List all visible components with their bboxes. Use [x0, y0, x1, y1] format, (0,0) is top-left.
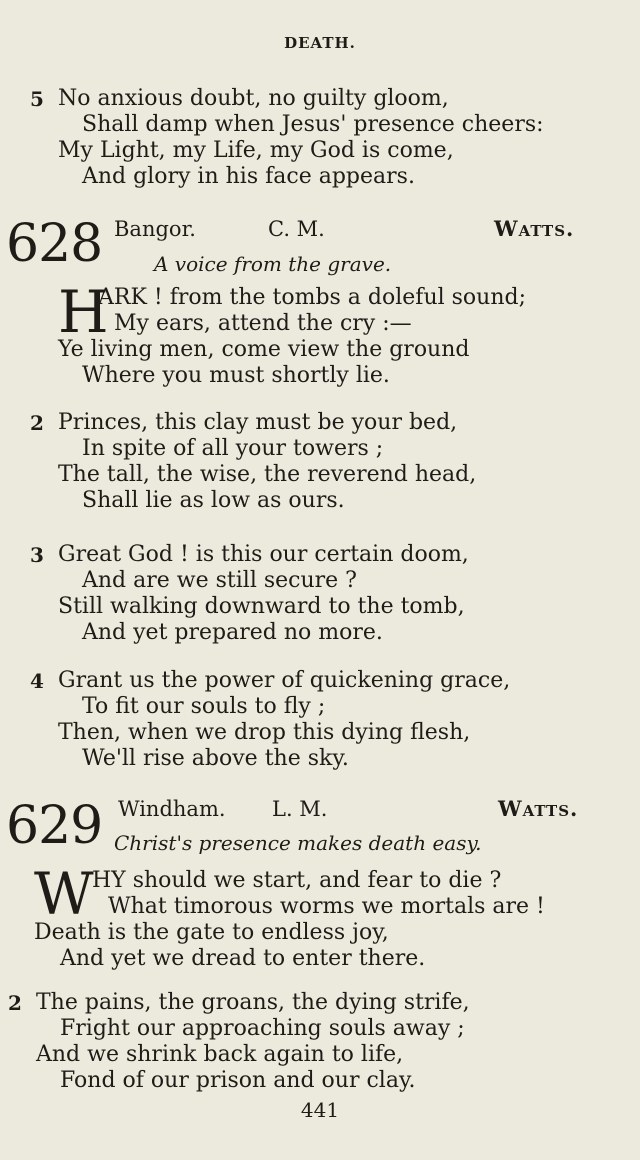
- hymn-subtitle: A voice from the grave.: [154, 252, 392, 276]
- meter: C. M.: [268, 217, 325, 241]
- stanza-number: 2: [8, 991, 22, 1015]
- verse-line: The tall, the wise, the reverend head,: [58, 462, 477, 487]
- hymn-number: 629: [6, 796, 103, 856]
- meter: L. M.: [272, 797, 328, 821]
- verse-line: And we shrink back again to life,: [36, 1042, 404, 1067]
- verse-line: To fit our souls to fly ;: [82, 694, 326, 719]
- verse-line: My ears, attend the cry :—: [114, 311, 412, 336]
- verse-line: Fright our approaching souls away ;: [60, 1016, 465, 1041]
- verse-line: And glory in his face appears.: [82, 164, 415, 189]
- verse-line: The pains, the groans, the dying strife,: [36, 990, 470, 1015]
- verse-line: Death is the gate to endless joy,: [34, 920, 389, 945]
- tune-name: Bangor.: [114, 217, 196, 241]
- verse-line: Where you must shortly lie.: [82, 363, 390, 388]
- stanza-number: 3: [30, 543, 44, 567]
- verse-line: Shall lie as low as ours.: [82, 488, 345, 513]
- author: Watts.: [498, 796, 579, 821]
- verse-line: We'll rise above the sky.: [82, 746, 349, 771]
- verse-line: Ye living men, come view the ground: [58, 337, 470, 362]
- page-number: 441: [300, 1098, 340, 1122]
- author: Watts.: [494, 216, 575, 241]
- verse-line: And yet we dread to enter there.: [60, 946, 426, 971]
- verse-line: No anxious doubt, no guilty gloom,: [58, 86, 449, 111]
- verse-line: Then, when we drop this dying flesh,: [58, 720, 471, 745]
- stanza-number: 4: [30, 669, 44, 693]
- drop-cap: H: [58, 278, 109, 346]
- stanza-number: 5: [30, 87, 44, 111]
- stanza-number: 2: [30, 411, 44, 435]
- verse-line: Shall damp when Jesus' presence cheers:: [82, 112, 544, 137]
- verse-line: Princes, this clay must be your bed,: [58, 410, 458, 435]
- verse-line: In spite of all your towers ;: [82, 436, 384, 461]
- verse-line: What timorous worms we mortals are !: [108, 894, 545, 919]
- verse-line: Fond of our prison and our clay.: [60, 1068, 416, 1093]
- verse-line: Great God ! is this our certain doom,: [58, 542, 469, 567]
- verse-line: Still walking downward to the tomb,: [58, 594, 465, 619]
- verse-line: ARK ! from the tombs a doleful sound;: [98, 285, 527, 310]
- verse-line: And are we still secure ?: [82, 568, 357, 593]
- running-header: DEATH.: [284, 34, 356, 52]
- verse-line: HY should we start, and fear to die ?: [92, 868, 502, 893]
- hymn-number: 628: [6, 214, 103, 274]
- drop-cap: W: [34, 860, 94, 928]
- verse-line: Grant us the power of quickening grace,: [58, 668, 511, 693]
- verse-line: My Light, my Life, my God is come,: [58, 138, 454, 163]
- hymn-subtitle: Christ's presence makes death easy.: [114, 831, 482, 855]
- verse-line: And yet prepared no more.: [82, 620, 383, 645]
- tune-name: Windham.: [118, 797, 226, 821]
